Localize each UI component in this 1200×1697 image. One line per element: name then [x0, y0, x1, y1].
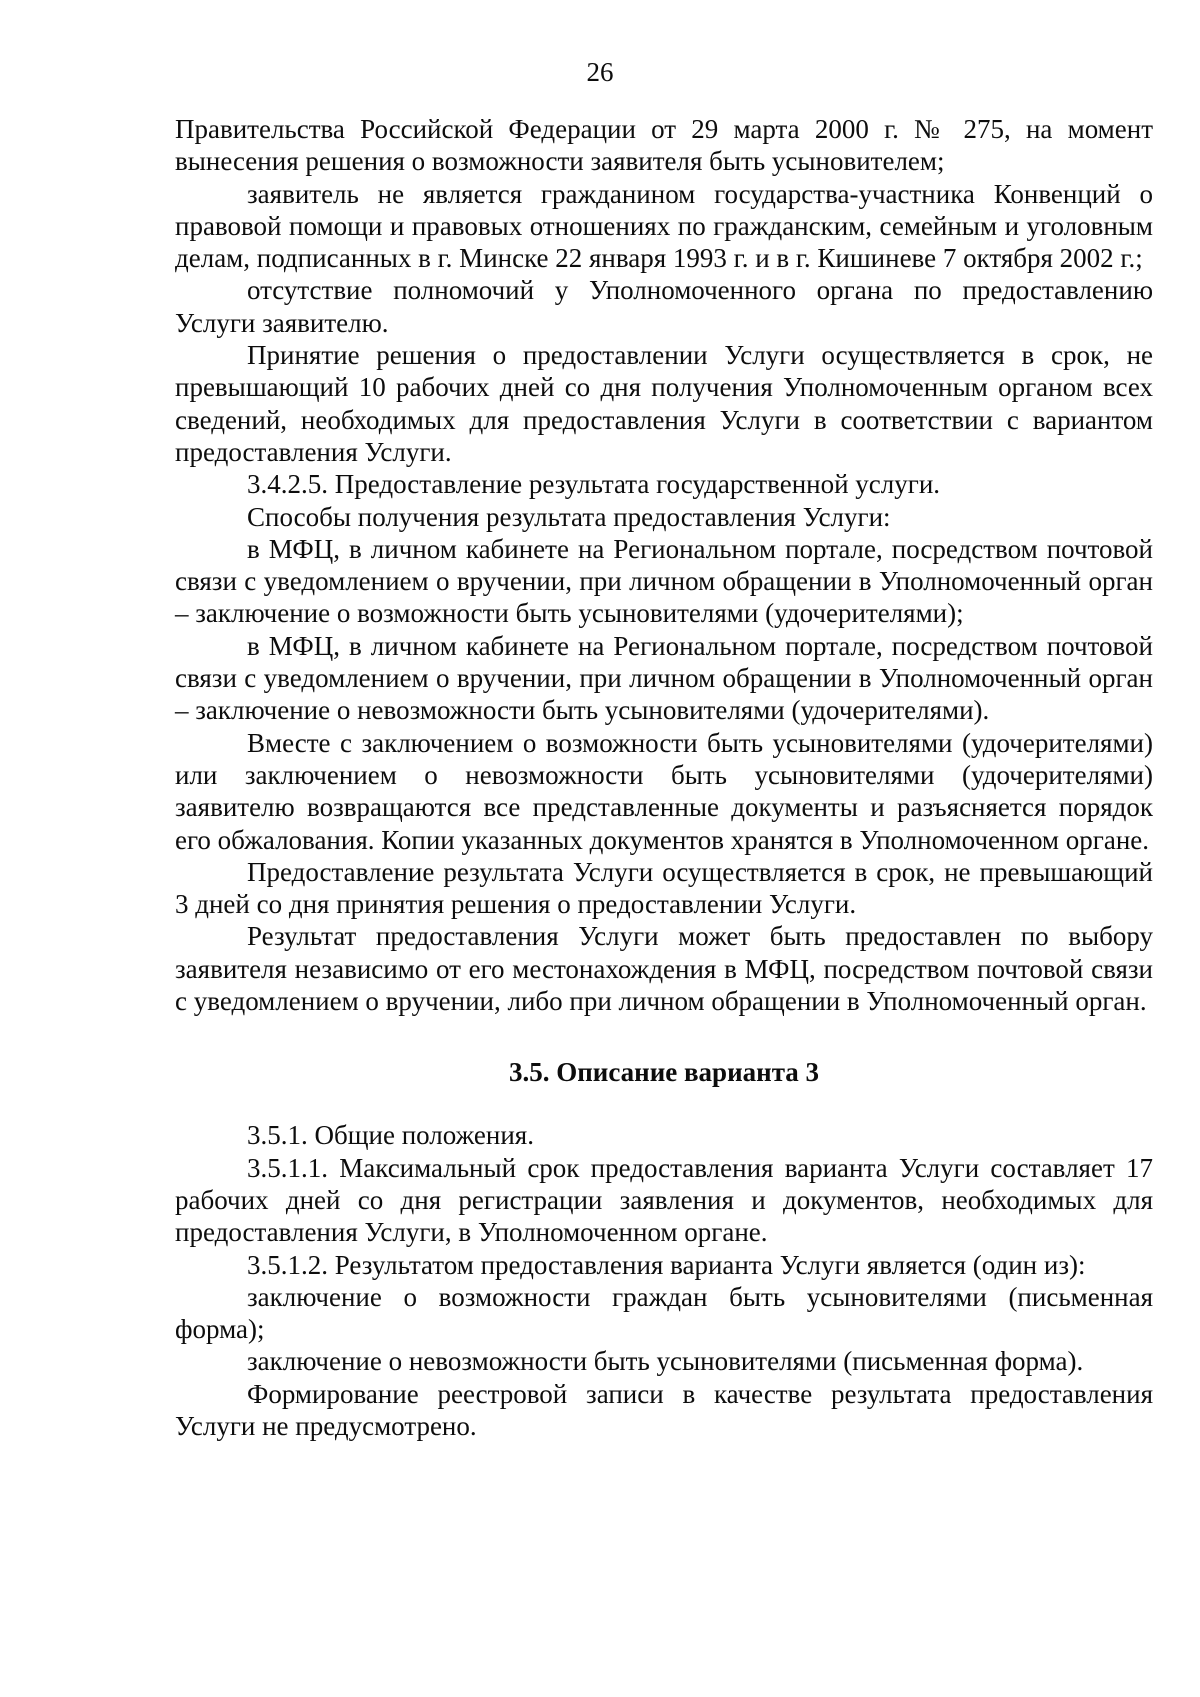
paragraph: Принятие решения о предоставлении Услуги осуществляется в срок, не превышающий 10 рабочих дней со дня получения Уполномоченным органом всех сведений, необходимых для предоставления Услуги в соответствии с вариантом предоставления Услуги.: [175, 340, 1153, 467]
paragraph: заключение о возможности граждан быть усыновителями (письменная форма);: [175, 1281, 1153, 1345]
paragraph: в МФЦ, в личном кабинете на Региональном портале, посредством почтовой связи с уведомлением о вручении, при личном обращении в Уполномоченный орган – заключение о невозможности быть усыновителями (удочерителями).: [175, 630, 1153, 726]
page-number: 26: [586, 57, 614, 87]
paragraph-continuation: Правительства Российской Федерации от 29 марта 2000 г. № 275, на момент вынесения решения о возможности заявителя быть усыновителем;: [175, 114, 1153, 177]
paragraph: в МФЦ, в личном кабинете на Региональном портале, посредством почтовой связи с уведомлением о вручении, при личном обращении в Уполномоченный орган – заключение о возможности быть усыновителями (удочерителями);: [175, 533, 1153, 629]
paragraph: Вместе с заключением о возможности быть усыновителями (удочерителями) или заключением о невозможности быть усыновителями (удочерителями) заявителю возвращаются все представленные документы и разъясняется порядок его обжалования. Копии указанных документов хранятся в Уполномоченном органе.: [175, 727, 1153, 855]
paragraph: 3.4.2.5. Предоставление результата государственной услуги.: [247, 469, 941, 500]
paragraph: Предоставление результата Услуги осуществляется в срок, не превышающий 3 дней со дня принятия решения о предоставлении Услуги.: [175, 856, 1153, 920]
document-body: [175, 113, 1153, 1442]
paragraph: Формирование реестровой записи в качестве результата предоставления Услуги не предусмотрено.: [175, 1378, 1153, 1441]
paragraph: заявитель не является гражданином государства-участника Конвенций о правовой помощи и правовых отношениях по гражданским, семейным и уголовным делам, подписанных в г. Минске 22 января 1993 г. и в г. Кишиневе 7 октября 2002 г.;: [175, 178, 1153, 274]
paragraph: 3.5.1.2. Результатом предоставления варианта Услуги является (один из):: [247, 1249, 1086, 1280]
paragraph: 3.5.1. Общие положения.: [247, 1120, 534, 1151]
paragraph: Способы получения результата предоставления Услуги:: [247, 501, 891, 532]
paragraph: Результат предоставления Услуги может быть предоставлен по выбору заявителя независимо от его местонахождения в МФЦ, посредством почтовой связи с уведомлением о вручении, либо при личном обращении в Уполномоченный орган.: [175, 921, 1153, 1017]
paragraph: 3.5.1.1. Максимальный срок предоставления варианта Услуги составляет 17 рабочих дней со дня регистрации заявления и документов, необходимых для предоставления Услуги, в Уполномоченном органе.: [175, 1152, 1153, 1248]
paragraph: заключение о невозможности быть усыновителями (письменная форма).: [247, 1346, 1084, 1377]
section-heading: 3.5. Описание варианта 3: [508, 1057, 820, 1088]
paragraph: отсутствие полномочий у Уполномоченного органа по предоставлению Услуги заявителю.: [175, 275, 1153, 338]
